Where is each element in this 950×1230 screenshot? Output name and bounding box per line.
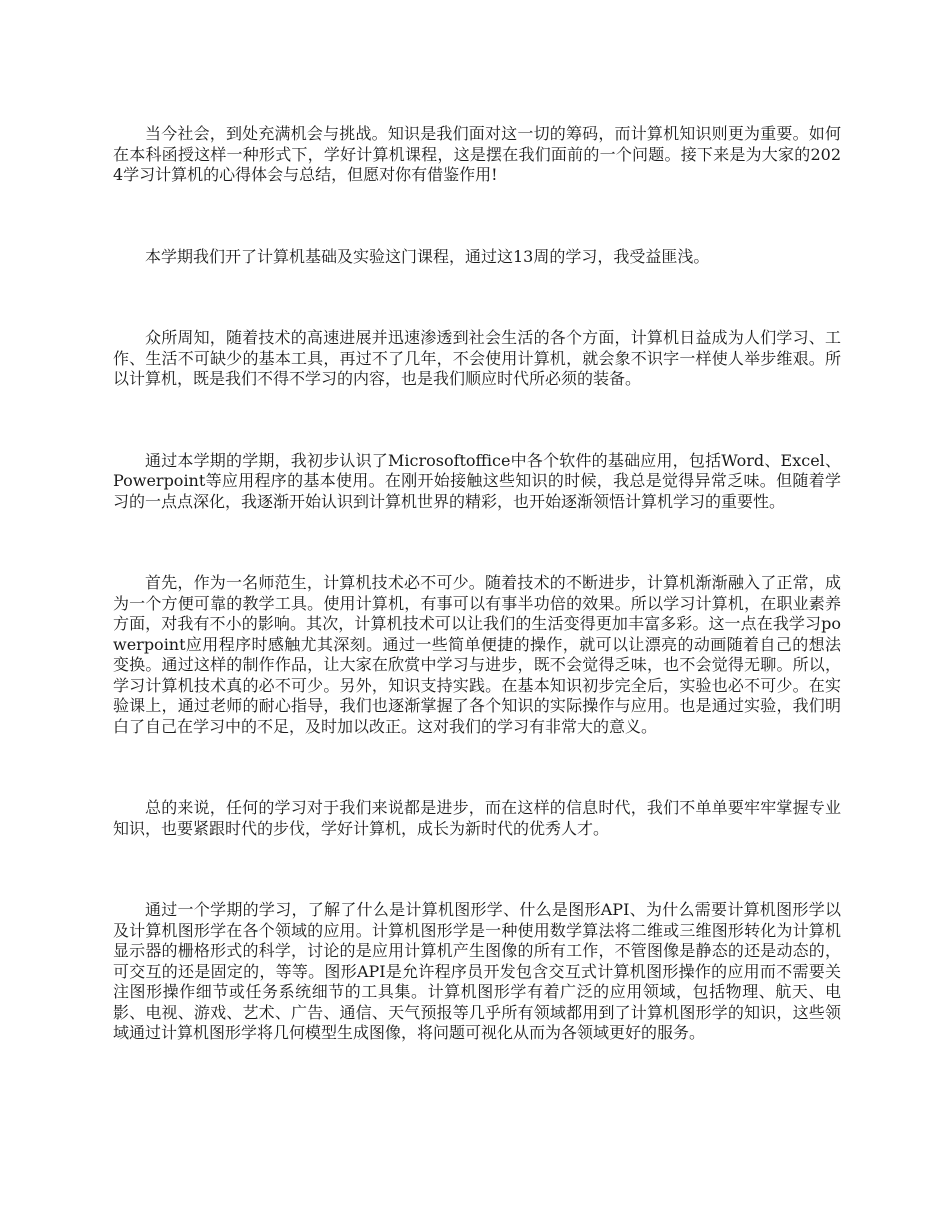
paragraph-course-intro: 本学期我们开了计算机基础及实验这门课程，通过这13周的学习，我受益匪浅。 bbox=[145, 246, 710, 266]
paragraph-office-learning: 通过本学期的学期，我初步认识了Microsoftoffice中各个软件的基础应用，包括Word、Excel、Powerpoint等应用程序的基本使用。在刚开始接触这些知识的时候，我总是觉得异常乏味。但随着学习的一点点深化，我逐渐开始认识到计算机世界的精彩，也开始逐渐领悟计算机学习的重要性。 bbox=[113, 450, 841, 511]
paragraph-intro: 当今社会，到处充满机会与挑战。知识是我们面对这一切的筹码，而计算机知识则更为重要。如何在本科函授这样一种形式下，学好计算机课程，这是摆在我们面前的一个问题。接下来是为大家的2024学习计算机的心得体会与总结，但愿对你有借鉴作用! bbox=[113, 124, 841, 184]
document-body bbox=[113, 124, 841, 1044]
paragraph-computer-graphics: 通过一个学期的学习，了解了什么是计算机图形学、什么是图形API、为什么需要计算机图形学以及计算机图形学在各个领域的应用。计算机图形学是一种使用数学算法将二维或三维图形转化为计算机显示器的栅格形式的科学，讨论的是应用计算机产生图像的所有工作，不管图像是静态的还是动态的，可交互的还是固定的，等等。图形API是允许程序员开发包含交互式计算机图形操作的应用而不需要关注图形操作细节或任务系统细节的工具集。计算机图形学有着广泛的应用领域，包括物理、航天、电影、电视、游戏、艺术、广告、通信、天气预报等几乎所有领域都用到了计算机图形学的知识，这些领域通过计算机图形学将几何模型生成图像，将问题可视化从而为各领域更好的服务。 bbox=[113, 900, 841, 1042]
paragraph-importance: 众所周知，随着技术的高速进展并迅速渗透到社会生活的各个方面，计算机日益成为人们学习、工作、生活不可缺少的基本工具，再过不了几年，不会使用计算机，就会象不识字一样使人举步维艰。所以计算机，既是我们不得不学习的内容，也是我们顺应时代所必须的装备。 bbox=[113, 328, 841, 388]
paragraph-teacher-perspective: 首先，作为一名师范生，计算机技术必不可少。随着技术的不断进步，计算机渐渐融入了正常，成为一个方便可靠的教学工具。使用计算机，有事可以有事半功倍的效果。所以学习计算机，在职业素养方面，对我有不小的影响。其次，计算机技术可以让我们的生活变得更加丰富多彩。这一点在我学习powerpoint应用程序时感触尤其深刻。通过一些简单便捷的操作，就可以让漂亮的动画随着自己的想法变换。通过这样的制作作品，让大家在欣赏中学习与进步，既不会觉得乏味，也不会觉得无聊。所以，学习计算机技术真的必不可少。另外，知识支持实践。在基本知识初步完全后，实验也必不可少。在实验课上，通过老师的耐心指导，我们也逐渐掌握了各个知识的实际操作与应用。也是通过实验，我们明白了自己在学习中的不足，及时加以改正。这对我们的学习有非常大的意义。 bbox=[113, 573, 841, 736]
paragraph-summary: 总的来说，任何的学习对于我们来说都是进步，而在这样的信息时代，我们不单单要牢牢掌握专业知识，也要紧跟时代的步伐，学好计算机，成长为新时代的优秀人才。 bbox=[113, 798, 841, 838]
